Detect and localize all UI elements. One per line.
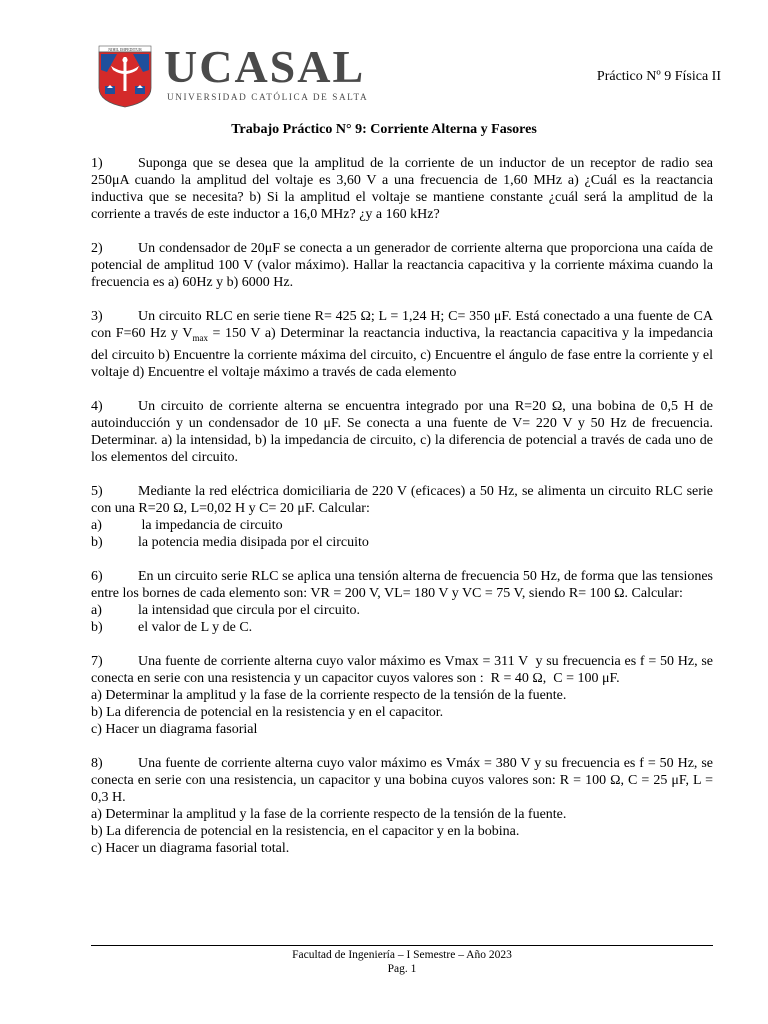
problem-8	[91, 755, 713, 857]
problem-text: Una fuente de corriente alterna cuyo valor máximo es Vmax = 311 V y su frecuencia es f = 50 Hz, se conecta en serie con una resistencia y un capacitor cuyos valores son : R = 40 Ω, C = 100 μF.	[91, 653, 717, 686]
problem-5-statement	[91, 483, 713, 517]
page-footer	[0, 948, 768, 976]
item-label: b)	[91, 534, 103, 550]
footer-divider	[91, 945, 713, 946]
problem-number: 7)	[91, 653, 103, 669]
item-text: la intensidad que circula por el circuito.	[138, 602, 360, 618]
problem-6	[91, 568, 713, 636]
list-item	[91, 534, 713, 551]
item-label: a)	[91, 602, 102, 618]
list-item: a) Determinar la amplitud y la fase de la corriente respecto de la tensión de la fuente.	[91, 806, 567, 822]
problem-number: 3)	[91, 309, 103, 324]
problem-2	[91, 240, 713, 291]
vmax-subscript: max	[192, 332, 208, 343]
problem-number: 6)	[91, 568, 103, 584]
problem-6-statement	[91, 568, 713, 602]
problem-text-cont: = 150 V a) Determinar la reactancia inductiva, la reactancia capacitiva y la impedancia del circuito b) Encuentre la corriente máxima del circuito, c) Encuentre el ángulo de fase entre la corriente y el voltaje d) Encuentre el voltaje máximo a través de cada elemento	[91, 326, 713, 380]
problem-text: Un condensador de 20μF se conecta a un generador de corriente alterna que proporciona una caída de potencial de amplitud 100 V (valor máximo). Hallar la reactancia capacitiva y la corriente máxima cuando la frecuencia es a) 60Hz y b) 6000 Hz.	[91, 241, 713, 290]
item-text: la potencia media disipada por el circuito	[138, 534, 369, 550]
ucasal-logo	[97, 41, 369, 108]
footer-faculty: Facultad de Ingeniería – I Semestre – Año 2023	[292, 949, 512, 961]
problem-8-statement	[91, 755, 713, 806]
problem-number: 2)	[91, 241, 103, 256]
problem-text: Un circuito RLC en serie tiene R= 425 Ω; L = 1,24 H; C= 350 μF. Está conectado a una fuente de CA con F=60 Hz y V	[91, 309, 713, 341]
item-text: el valor de L y de C.	[138, 619, 253, 635]
page-header	[0, 0, 768, 120]
problem-7	[91, 653, 717, 738]
list-item: b) La diferencia de potencial en la resistencia, en el capacitor y en la bobina.	[91, 823, 520, 839]
problem-4	[91, 398, 713, 466]
item-text: la impedancia de circuito	[138, 517, 283, 533]
problem-number: 4)	[91, 398, 103, 414]
logo-wordmark: UCASAL	[164, 41, 366, 92]
list-item	[91, 517, 713, 534]
problem-number: 5)	[91, 483, 103, 499]
problem-3	[91, 308, 713, 381]
problem-1	[91, 155, 713, 223]
logo-subtitle: UNIVERSIDAD CATÓLICA DE SALTA	[167, 92, 369, 102]
page-number: Pag. 1	[387, 963, 417, 975]
problem-list	[91, 155, 717, 874]
list-item	[91, 602, 713, 619]
problem-number: 1)	[91, 156, 103, 171]
problem-text: Mediante la red eléctrica domiciliaria de 220 V (eficaces) a 50 Hz, se alimenta un circuito RLC serie con una R=20 Ω, L=0,02 H y C= 20 μF. Calcular:	[91, 483, 713, 516]
problem-number: 8)	[91, 755, 103, 771]
list-item: a) Determinar la amplitud y la fase de la corriente respecto de la tensión de la fuente.	[91, 687, 567, 703]
list-item: c) Hacer un diagrama fasorial	[91, 721, 258, 737]
problem-text: Suponga que se desea que la amplitud de la corriente de un inductor de un receptor de radio sea 250μA cuando la amplitud del voltaje es 3,60 V a una frecuencia de 1,60 MHz a) ¿Cuál es la reactancia inductiva que se necesita? b) Si la amplitud el voltaje se mantiene constante ¿cuál será la amplitud de la corriente a través de este inductor a 16,0 MHz? ¿y a 160 kHz?	[91, 156, 713, 222]
list-item	[91, 619, 713, 636]
list-item: b) La diferencia de potencial en la resistencia y en el capacitor.	[91, 704, 444, 720]
problem-7-statement	[91, 653, 717, 687]
list-item: c) Hacer un diagrama fasorial total.	[91, 840, 290, 856]
document-title: Trabajo Práctico N° 9: Corriente Alterna y Fasores	[231, 122, 537, 137]
item-label: a)	[91, 517, 102, 533]
item-label: b)	[91, 619, 103, 635]
problem-text: Una fuente de corriente alterna cuyo valor máximo es Vmáx = 380 V y su frecuencia es f = 50 Hz, se conecta en serie con una resistencia, un capacitor y una bobina cuyos valores son: R = 100 Ω, C = 25 μF, L = 0,3 H.	[91, 755, 713, 805]
university-shield-icon	[97, 42, 153, 108]
header-course-label: Práctico Nº 9 Física II	[596, 69, 721, 84]
logo-motto: NIHIL IMPEDITUR	[108, 47, 142, 52]
problem-text: En un circuito serie RLC se aplica una tensión alterna de frecuencia 50 Hz, de forma que las tensiones entre los bornes de cada elemento son: VR = 200 V, VL= 180 V y VC = 75 V, siendo R= 100 Ω. Calcular:	[91, 568, 713, 601]
problem-5	[91, 483, 713, 551]
problem-text: Un circuito de corriente alterna se encuentra integrado por una R=20 Ω, una bobina de 0,5 H de autoinducción y un condensador de 10 μF. Se conecta a una fuente de V= 220 V y 50 Hz de frecuencia. Determinar. a) la intensidad, b) la impedancia de circuito, c) la diferencia de potencial a través de cada uno de los elementos del circuito.	[91, 398, 713, 465]
